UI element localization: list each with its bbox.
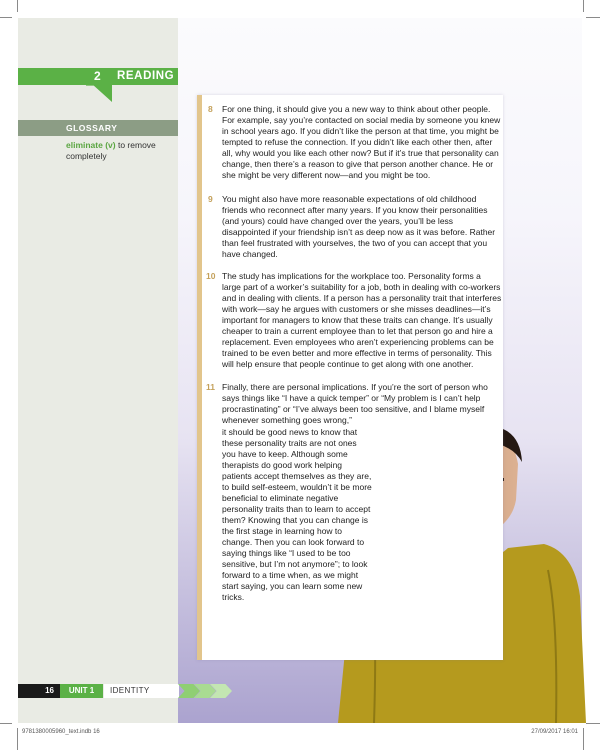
crop-mark [583, 728, 584, 750]
paragraph-number: 9 [208, 194, 213, 204]
paragraph-text: For one thing, it should give you a new way to think about other people. For example, say you’re contacted on social media by someone you knew in school years ago. If you didn’t like the person at that time, you might be tempted to refuse the connection. If you didn’t like each other then, after all, why would you like each other now? But if it’s true that personality can change, then there’s a reason to give that person another chance. He or she might be very different now—and you might be too. [222, 104, 501, 180]
glossary-term: eliminate (v) [66, 140, 116, 150]
paragraph-text-narrow: it should be good news to know that these personality traits are not ones you have to keep. Although some therapists do good work helping patients accept themselves as they are, to build self-esteem, wouldn’t it be more beneficial to eliminate negative personality traits than to learn to accept them? Knowing that you can change is the first stage in learning how to change. Then you can look forward to saying things like “I used to be too sensitive, but I’m not anymore”; to look forward to a time when, as we might start saying, you can learn some new tricks. [222, 427, 372, 602]
crop-mark [586, 17, 600, 18]
crop-mark [17, 728, 18, 750]
paragraph-11-continued [202, 427, 372, 603]
section-number: 2 [94, 69, 101, 83]
glossary-entry [66, 140, 174, 162]
date-slug: 27/09/2017 16:01 [531, 729, 578, 735]
crop-mark [583, 0, 584, 12]
paragraph-number: 8 [208, 104, 213, 114]
paragraph-text: The study has implications for the workplace too. Personality forms a large part of a worker’s suitability for a job, both in dealing with co-workers and in dealing with clients. If a person has a personality trait that interferes with work—say he argues with customers or she misses deadlines—it’s important for managers to know that these traits can change. It’s usually cheaper to train a current employee than to let that person go and hire a replacement. Even employees who aren’t experiencing problems can be trained to be even better and more effective in terms of personality. This will help ensure that people continue to get along with one another. [222, 271, 502, 369]
file-slug: 9781380005960_text.indb 16 [22, 729, 100, 735]
paragraph-8 [202, 104, 502, 181]
paragraph-text: You might also have more reasonable expectations of old childhood friends who reconnect after many years. If you know their personalities (and yours) could have changed over the years, you’ll be less disappointed if your friendship isn’t as deep now as it was before. Rather than feel frustrated with yourselves, the two of you can accept that you have changed. [222, 194, 496, 259]
paragraph-number: 10 [206, 271, 216, 281]
page-number: 16 [18, 684, 60, 698]
crop-mark [17, 0, 18, 12]
glossary-heading: GLOSSARY [18, 120, 178, 136]
paragraph-text-wide: Finally, there are personal implications. If you’re the sort of person who says things like “I have a quick temper” or “My problem is I can’t help procrastinating” or “I’ve always been too sensitive, and I blame myself whenever something goes wrong,” [222, 382, 488, 425]
unit-label: UNIT 1 [60, 684, 103, 698]
crop-mark [586, 723, 600, 724]
paragraph-number: 11 [206, 382, 215, 392]
section-title: READING [117, 70, 175, 82]
paragraph-9 [202, 194, 502, 260]
crop-mark [0, 17, 12, 18]
paragraph-10 [202, 271, 502, 370]
crop-mark [0, 723, 12, 724]
unit-title: IDENTITY [104, 684, 179, 698]
glossary-definition: to remove completely [66, 140, 156, 161]
paragraph-11 [202, 382, 502, 426]
